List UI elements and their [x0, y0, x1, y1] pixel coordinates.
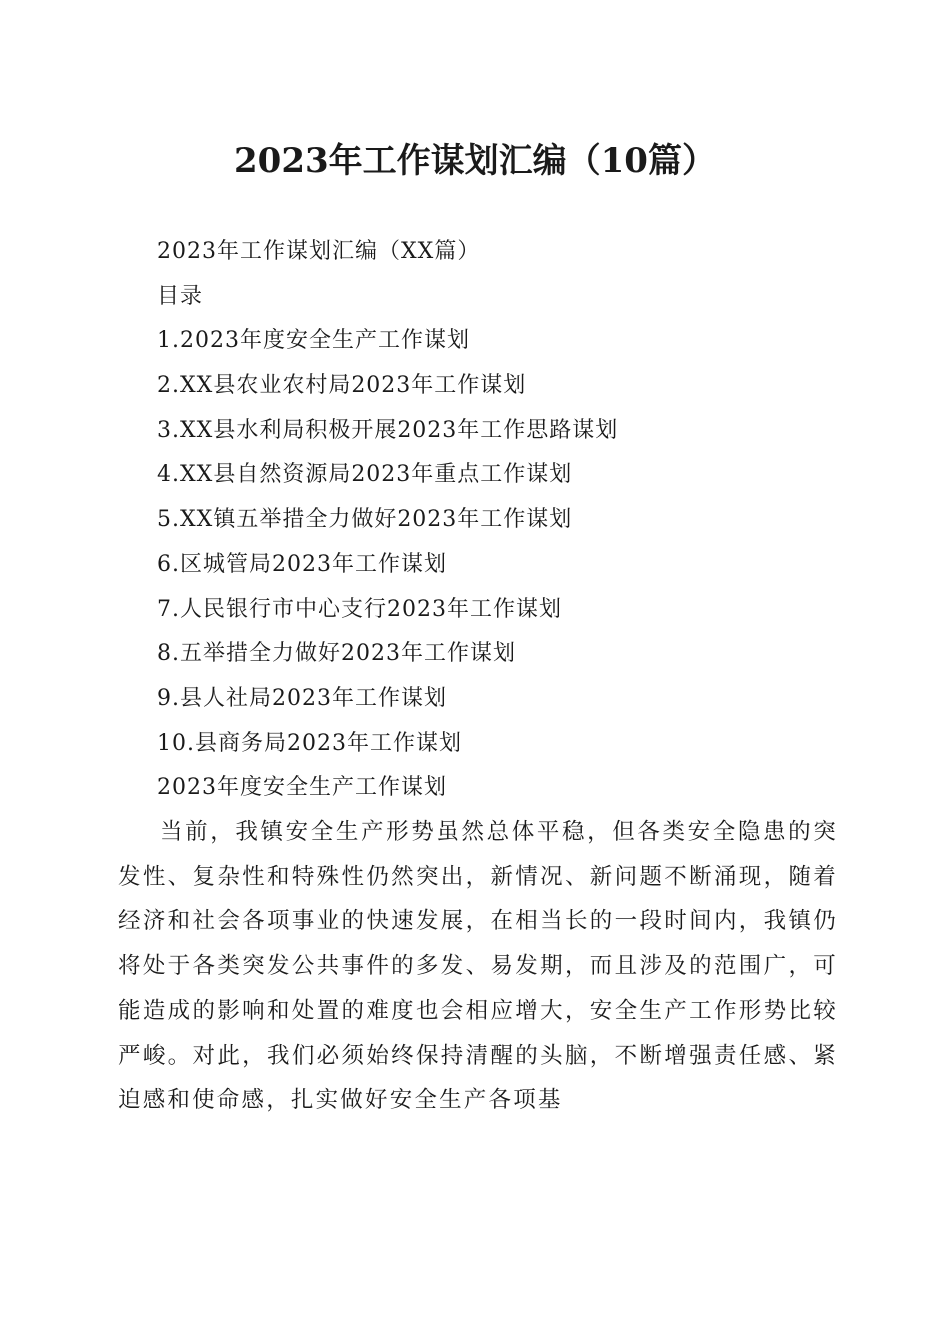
toc-item: 8.五举措全力做好2023年工作谋划 [157, 641, 516, 667]
toc-item: 10.县商务局2023年工作谋划 [157, 730, 462, 756]
toc-item: 5.XX镇五举措全力做好2023年工作谋划 [157, 507, 573, 533]
toc-item: 4.XX县自然资源局2023年重点工作谋划 [157, 462, 573, 488]
body-paragraph: 当前，我镇安全生产形势虽然总体平稳，但各类安全隐患的突发性、复杂性和特殊性仍然突出，新情况、新问题不断涌现，随着经济和社会各项事业的快速发展，在相当长的一段时间内，我镇仍将处于各类突发公共事件的多发、易发期，而且涉及的范围广，可能造成的影响和处置的难度也会相应增大，安全生产工作形势比较严峻。对此，我们必须始终保持清醒的头脑，不断增强责任感、紧迫感和使命感，扎实做好安全生产各项基 [118, 819, 838, 1114]
toc-label: 目录 [157, 283, 204, 309]
toc-item: 6.区城管局2023年工作谋划 [157, 551, 447, 577]
document-title: 2023年工作谋划汇编（10篇） [234, 141, 716, 181]
table-of-contents [157, 230, 857, 811]
toc-item: 7.人民银行市中心支行2023年工作谋划 [157, 596, 562, 622]
toc-heading: 2023年工作谋划汇编（XX篇） [157, 239, 481, 264]
section-heading: 2023年度安全生产工作谋划 [157, 775, 447, 801]
toc-item: 9.县人社局2023年工作谋划 [157, 685, 447, 711]
toc-item: 1.2023年度安全生产工作谋划 [157, 328, 470, 354]
toc-item: 2.XX县农业农村局2023年工作谋划 [157, 373, 527, 399]
toc-item: 3.XX县水利局积极开展2023年工作思路谋划 [157, 417, 619, 443]
